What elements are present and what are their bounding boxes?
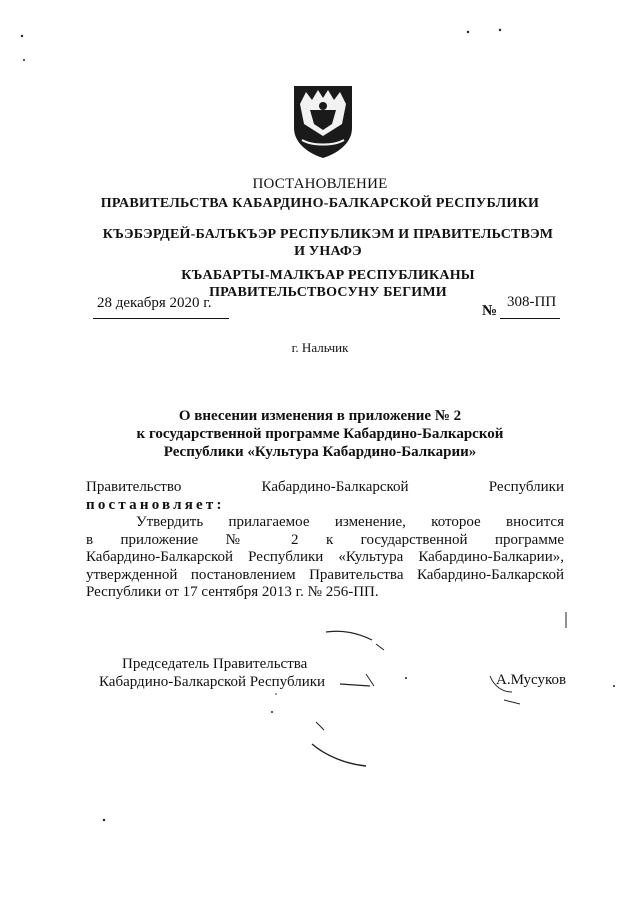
decision-line-2: в приложение № 2 к государственной программе <box>86 531 564 548</box>
signatory-role: Председатель Правительства <box>122 656 308 672</box>
document-date: 28 декабря 2020 г. <box>97 295 212 311</box>
signatory-organization: Кабардино-Балкарской Республики <box>99 674 326 690</box>
title-line-3: Республики «Культура Кабардино-Балкарии» <box>163 444 477 460</box>
decision-line-4: утвержденной постановлением Правительства Кабардино-Балкарской <box>86 566 564 583</box>
issuing-authority-ru: ПРАВИТЕЛЬСТВА КАБАРДИНО-БАЛКАРСКОЙ РЕСПУБЛИКИ <box>100 196 540 211</box>
decision-line-3: Кабардино-Балкарской Республики «Культура Кабардино-Балкарии», <box>86 549 564 565</box>
document-number: 308-ПП <box>507 294 557 310</box>
number-sign: № <box>482 303 498 319</box>
issuing-authority-kbd: КЪЭБЭРДЕЙ-БАЛЪКЪЭР РЕСПУБЛИКЭМ И ПРАВИТЕЛЬСТВЭМ И УНАФЭ <box>102 227 554 259</box>
decision-line-1: Утвердить прилагаемое изменение, которое вносится <box>136 514 564 530</box>
decision-line-5: Республики от 17 сентября 2013 г. № 256-ПП. <box>86 584 379 600</box>
issuing-authority-krc: КЪАБАРТЫ-МАЛКЪАР РЕСПУБЛИКАНЫ ПРАВИТЕЛЬСТВОСУНУ БЕГИМИ <box>181 268 475 300</box>
signatory-name: А.Мусуков <box>496 672 567 688</box>
decree-word: постановляет: <box>86 497 225 513</box>
preamble: Правительство Кабардино-Балкарской Республики <box>86 479 564 495</box>
title-line-1: О внесении изменения в приложение № 2 <box>178 408 462 424</box>
city: г. Нальчик <box>291 340 349 355</box>
document-type: ПОСТАНОВЛЕНИЕ <box>252 176 388 192</box>
title-line-2: к государственной программе Кабардино-Балкарской <box>136 426 504 442</box>
